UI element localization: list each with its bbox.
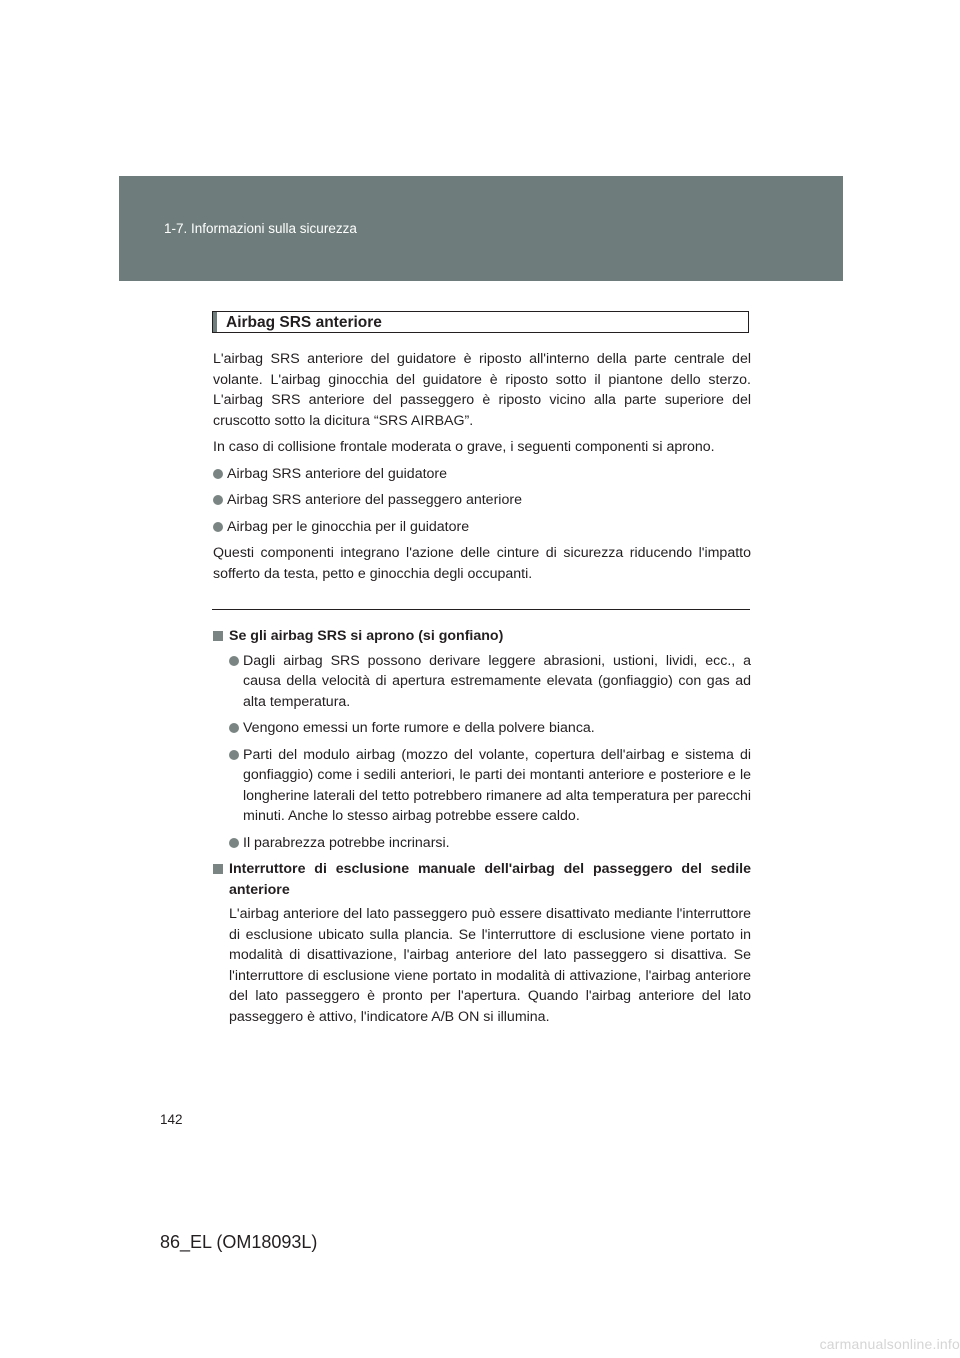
notes-section [213, 626, 751, 1033]
list-item [229, 745, 751, 827]
note-body [213, 651, 751, 854]
list-item-text: Vengono emessi un forte rumore e della polvere bianca. [243, 720, 595, 736]
list-item [229, 651, 751, 713]
list-item [213, 464, 751, 485]
watermark: carmanualsonline.info [819, 1336, 960, 1352]
list-item-text: Parti del modulo airbag (mozzo del volante, copertura dell'airbag e sistema di gonfiaggio) come i sedili anteriori, le parti dei montanti anteriore e posteriore e le longherine laterali del tetto potrebbero rimanere ad alta temperatura per parecchi minuti. Anche lo stesso airbag potrebbe essere caldo. [243, 746, 751, 824]
document-code: 86_EL (OM18093L) [160, 1232, 318, 1252]
section-title: Airbag SRS anteriore [226, 314, 382, 331]
bullet-dot-icon [229, 750, 239, 760]
list-item-text: Dagli airbag SRS possono derivare leggere abrasioni, ustioni, lividi, ecc., a causa della velocità di apertura estremamente elevata (gonfiaggio) con gas ad alta temperatura. [243, 652, 751, 710]
bullet-dot-icon [213, 495, 223, 505]
bullet-dot-icon [229, 838, 239, 848]
square-bullet-icon [213, 631, 223, 641]
bullet-dot-icon [213, 469, 223, 479]
title-accent-bar [213, 312, 217, 332]
section-divider [212, 609, 750, 610]
note-heading [213, 626, 751, 647]
note-heading-text: Se gli airbag SRS si aprono (si gonfiano) [229, 628, 504, 644]
list-item [229, 718, 751, 739]
list-item [213, 490, 751, 511]
bullet-dot-icon [229, 723, 239, 733]
list-item-text: Airbag SRS anteriore del guidatore [227, 465, 448, 482]
chapter-header-band [119, 176, 843, 281]
summary-paragraph: Questi componenti integrano l'azione delle cinture di sicurezza riducendo l'impatto sofferto da testa, petto e ginocchia degli occupanti. [213, 545, 751, 582]
list-item-text: Il parabrezza potrebbe incrinarsi. [243, 834, 450, 851]
bullet-dot-icon [229, 656, 239, 666]
main-content [213, 349, 751, 590]
section-title-box [212, 311, 749, 333]
list-item [213, 517, 751, 538]
list-item-text: Airbag SRS anteriore del passeggero anteriore [227, 492, 522, 508]
square-bullet-icon [213, 864, 223, 874]
note-body [213, 904, 751, 1027]
note-heading-text: Interruttore di esclusione manuale dell'airbag del passeggero del sedile anteriore [229, 861, 751, 898]
page-number: 142 [160, 1112, 183, 1127]
list-item [229, 833, 751, 854]
intro-paragraph: In caso di collisione frontale moderata o grave, i seguenti componenti si aprono. [213, 439, 715, 455]
note-heading [213, 859, 751, 900]
list-item-text: Airbag per le ginocchia per il guidatore [227, 518, 470, 535]
section-label: 1-7. Informazioni sulla sicurezza [164, 221, 357, 236]
intro-paragraph: L'airbag SRS anteriore del guidatore è riposto all'interno della parte centrale del volante. L'airbag ginocchia del guidatore è riposto sotto il piantone dello sterzo. L'airbag SRS anteriore del passeggero è riposto vicino alla parte superiore del cruscotto sotto la dicitura “SRS AIRBAG”. [213, 351, 751, 429]
note-paragraph: L'airbag anteriore del lato passeggero può essere disattivato mediante l'interruttore di esclusione ubicato sulla plancia. Se l'interruttore di esclusione viene portato in modalità di disattivazione, l'airbag anteriore del lato passeggero si disattiva. Se l'interruttore di esclusione viene portato in modalità di attivazione, l'airbag anteriore del lato passeggero è pronto per l'apertura. Quando l'airbag anteriore del lato passeggero è attivo, l'indicatore A/B ON si illumina. [229, 906, 751, 1025]
bullet-dot-icon [213, 522, 223, 532]
